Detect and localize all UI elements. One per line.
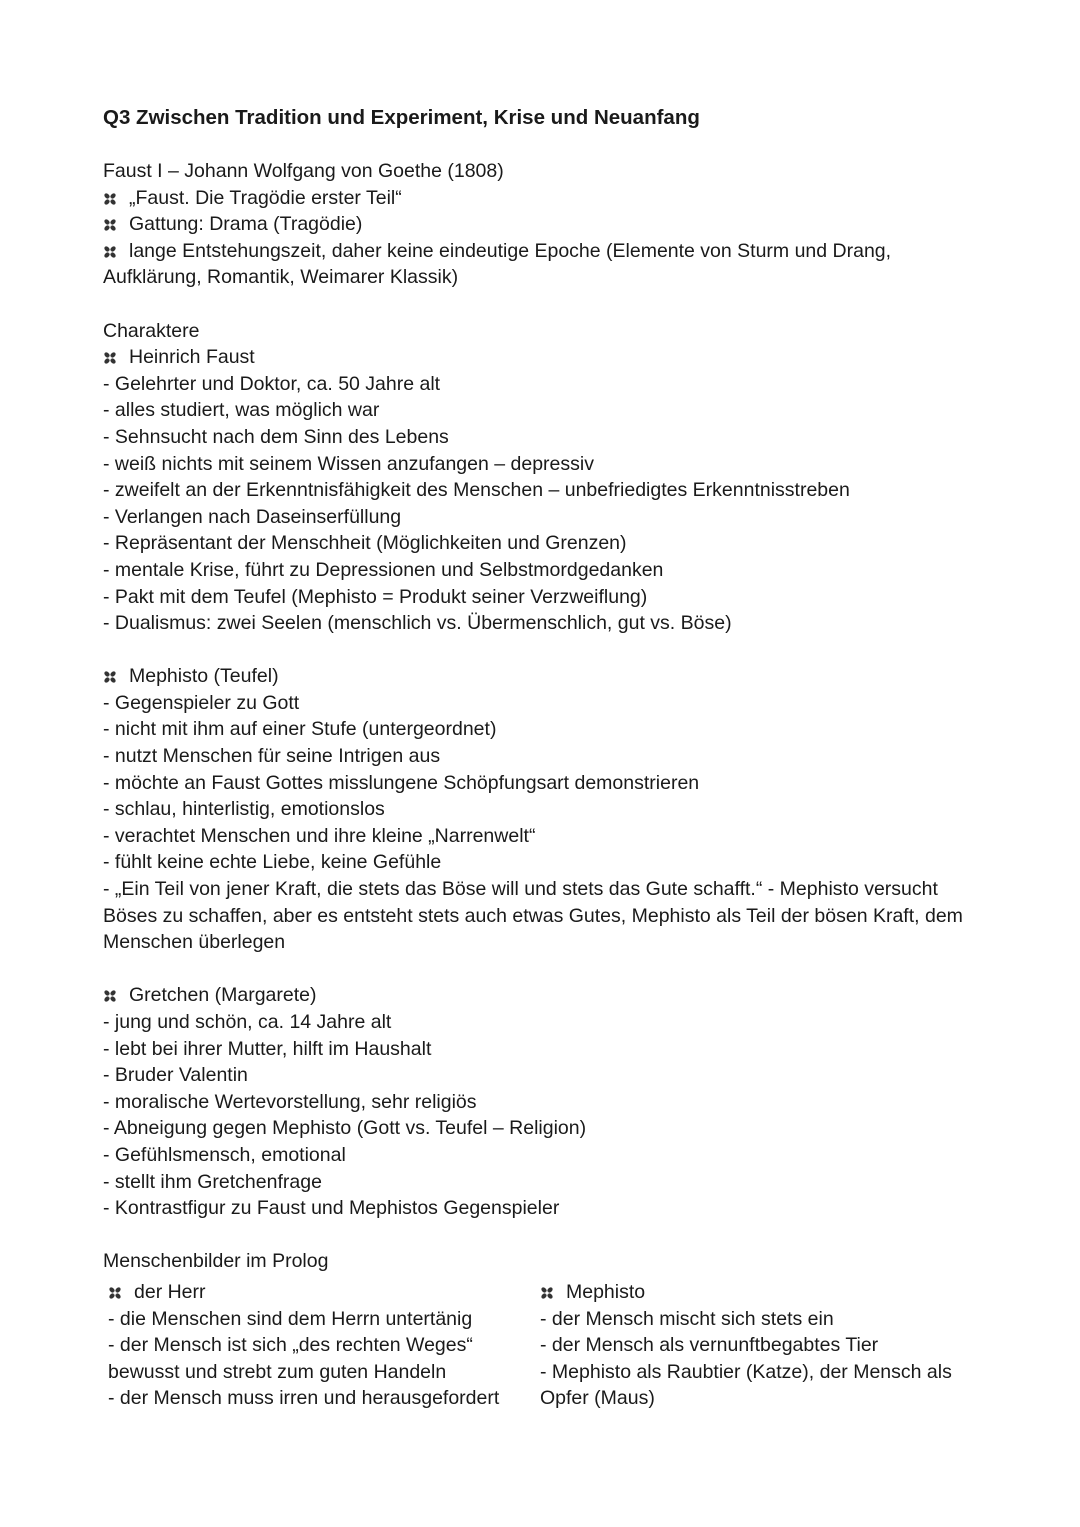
- flower-bullet-icon: [540, 1279, 566, 1306]
- list-item: - Abneigung gegen Mephisto (Gott vs. Teufel – Religion): [103, 1117, 587, 1140]
- list-item: - weiß nichts mit seinem Wissen anzufangen – depressiv: [103, 452, 594, 475]
- character-name-text: Heinrich Faust: [129, 346, 255, 369]
- list-item: - Repräsentant der Menschheit (Möglichkeiten und Grenzen): [103, 532, 627, 555]
- list-item: - Gefühlsmensch, emotional: [103, 1143, 346, 1166]
- flower-bullet-icon: [103, 344, 129, 371]
- list-item-text: „Faust. Die Tragödie erster Teil“: [129, 186, 402, 209]
- prolog-column-herr: [103, 1279, 540, 1412]
- character-name: [103, 344, 983, 371]
- document-page: [103, 104, 983, 1412]
- list-item: - Mephisto als Raubtier (Katze), der Mensch als: [540, 1360, 952, 1383]
- list-item: - mentale Krise, führt zu Depressionen und Selbstmordgedanken: [103, 558, 664, 581]
- list-item: - verachtet Menschen und ihre kleine „Narrenwelt“: [103, 824, 536, 847]
- list-item-text: lange Entstehungszeit, daher keine eindeutige Epoche (Elemente von Sturm und Drang, Aufklärung, Romantik, Weimarer Klassik): [103, 239, 892, 289]
- list-item: - Kontrastfigur zu Faust und Mephistos Gegenspieler: [103, 1197, 560, 1220]
- list-item: - „Ein Teil von jener Kraft, die stets das Böse will und stets das Gute schafft.“ - Mephisto versucht Böses zu schaffen, aber es entsteht stets auch etwas Gutes, Mephisto als Teil der bösen Kraft, dem Menschen überlegen: [103, 878, 963, 954]
- list-item: Opfer (Maus): [540, 1387, 655, 1410]
- list-item: - der Mensch mischt sich stets ein: [540, 1307, 834, 1330]
- list-item: - alles studiert, was möglich war: [103, 399, 380, 422]
- list-item: [103, 238, 983, 291]
- list-item: - möchte an Faust Gottes misslungene Schöpfungsart demonstrieren: [103, 771, 700, 794]
- list-item: - Gelehrter und Doktor, ca. 50 Jahre alt: [103, 372, 441, 395]
- column-heading-text: Mephisto: [566, 1280, 646, 1303]
- page-title: Q3 Zwischen Tradition und Experiment, Krise und Neuanfang: [103, 106, 700, 129]
- list-item: - moralische Wertevorstellung, sehr religiös: [103, 1090, 477, 1113]
- column-heading-text: der Herr: [134, 1280, 206, 1303]
- flower-bullet-icon: [103, 982, 129, 1009]
- list-item: - nicht mit ihm auf einer Stufe (untergeordnet): [103, 718, 497, 741]
- list-item: - Bruder Valentin: [103, 1064, 248, 1087]
- list-item: - der Mensch muss irren und herausgefordert: [108, 1387, 500, 1410]
- list-item: - nutzt Menschen für seine Intrigen aus: [103, 745, 441, 768]
- section-heading-characters: Charaktere: [103, 319, 200, 342]
- list-item: - lebt bei ihrer Mutter, hilft im Haushalt: [103, 1037, 432, 1060]
- prolog-column-mephisto: [540, 1279, 970, 1412]
- flower-bullet-icon: [108, 1279, 134, 1306]
- list-item: - Verlangen nach Daseinserfüllung: [103, 505, 402, 528]
- section-heading-prolog: Menschenbilder im Prolog: [103, 1250, 329, 1273]
- list-item: - Gegenspieler zu Gott: [103, 691, 300, 714]
- flower-bullet-icon: [103, 185, 129, 212]
- column-heading: [108, 1279, 540, 1306]
- list-item: [103, 211, 983, 238]
- list-item: - zweifelt an der Erkenntnisfähigkeit des Menschen – unbefriedigtes Erkenntnisstreben: [103, 479, 850, 502]
- list-item: - die Menschen sind dem Herrn untertänig: [108, 1307, 473, 1330]
- character-name-text: Mephisto (Teufel): [129, 665, 279, 688]
- flower-bullet-icon: [103, 238, 129, 265]
- work-heading: Faust I – Johann Wolfgang von Goethe (1808): [103, 160, 504, 182]
- list-item: bewusst und strebt zum guten Handeln: [108, 1360, 447, 1383]
- character-name-text: Gretchen (Margarete): [129, 984, 317, 1007]
- flower-bullet-icon: [103, 211, 129, 238]
- list-item: - fühlt keine echte Liebe, keine Gefühle: [103, 851, 442, 874]
- prolog-columns: [103, 1279, 983, 1412]
- list-item: - Sehnsucht nach dem Sinn des Lebens: [103, 425, 449, 448]
- list-item: - schlau, hinterlistig, emotionslos: [103, 798, 385, 821]
- list-item: - Pakt mit dem Teufel (Mephisto = Produkt seiner Verzweiflung): [103, 585, 648, 608]
- column-heading: [540, 1279, 970, 1306]
- character-name: [103, 982, 983, 1009]
- list-item-text: Gattung: Drama (Tragödie): [129, 213, 363, 236]
- character-name: [103, 663, 983, 690]
- list-item: - jung und schön, ca. 14 Jahre alt: [103, 1011, 392, 1033]
- list-item: - stellt ihm Gretchenfrage: [103, 1170, 322, 1193]
- list-item: - der Mensch ist sich „des rechten Weges“: [108, 1334, 473, 1357]
- list-item: - Dualismus: zwei Seelen (menschlich vs. Übermenschlich, gut vs. Böse): [103, 612, 732, 635]
- list-item: - der Mensch als vernunftbegabtes Tier: [540, 1334, 879, 1357]
- list-item: [103, 185, 983, 212]
- flower-bullet-icon: [103, 663, 129, 690]
